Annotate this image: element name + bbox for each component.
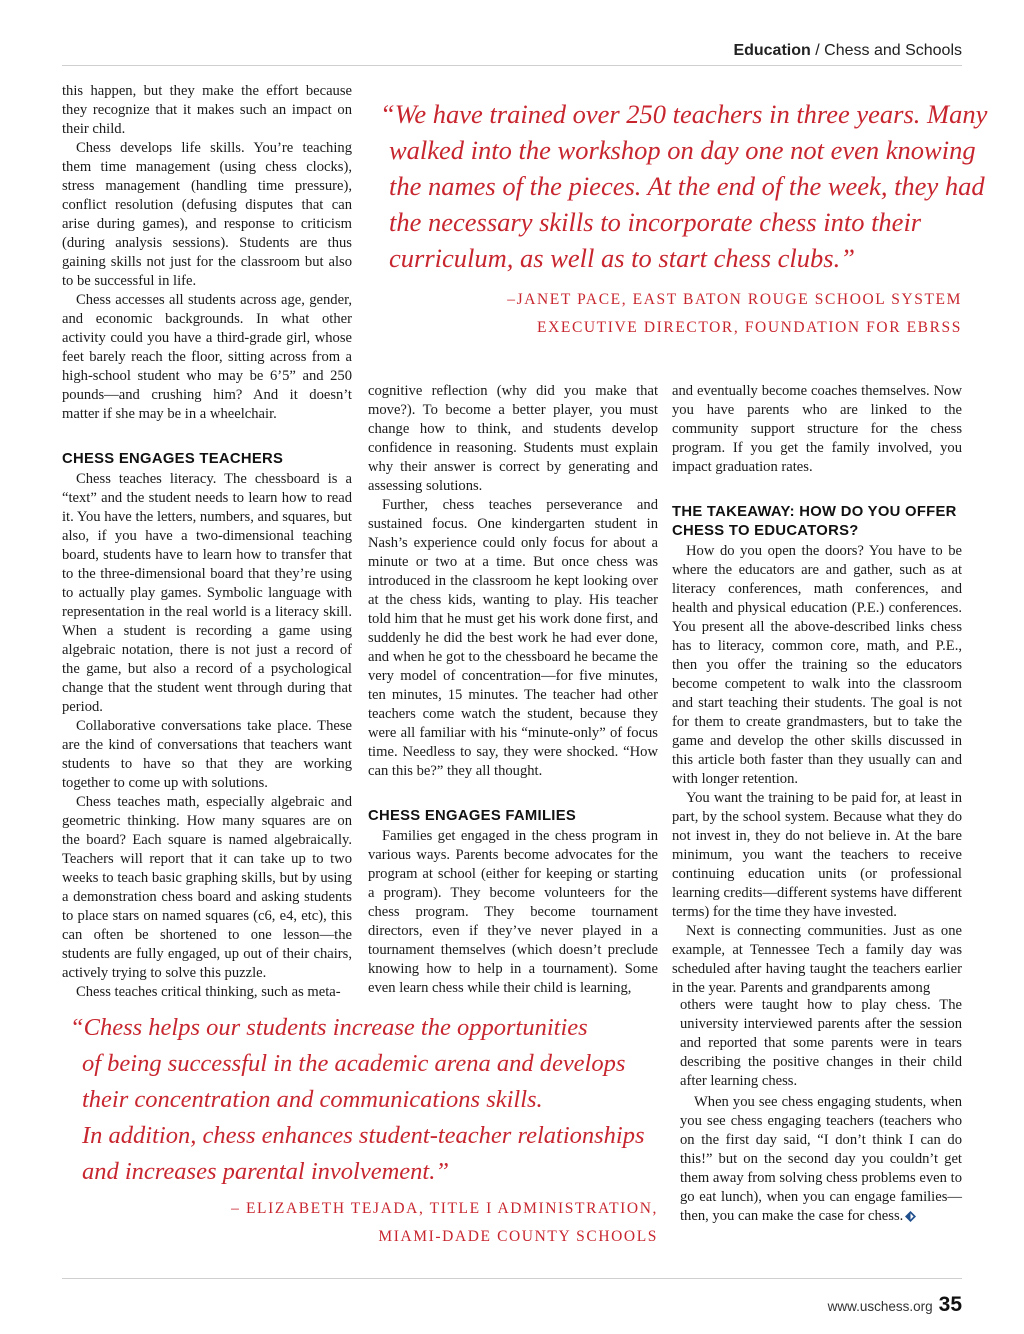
header-separator: /: [815, 42, 820, 59]
quote-line: the names of the pieces. At the end of the week, they had: [389, 171, 985, 201]
article-column-1: [62, 82, 352, 1002]
header-topic: Chess and Schools: [824, 42, 962, 59]
paragraph: How do you open the doors? You have to be where the educators are and gather, such as at literacy conferences, math conferences, and health and physical education (P.E.) conferences. You present all the above-described links chess has to literacy, common core, math, and P.E., then you offer the training so the educators become competent to walk into the classroom and start teaching their students. The goal is not for them to create grandmasters, but to take the game and develop the other skills discussed in this article both faster than they usually can and with longer retention.: [672, 543, 962, 787]
paragraph-text: When you see chess engaging students, when you see chess engaging teachers (teachers who on the first day said, “I don’t think I can do this!” but on the second day you couldn’t get them away from solving chess problems even to go eat lunch), when you can engage families—then, you can make the case for chess.: [680, 1094, 962, 1224]
article-column-2: [368, 382, 658, 998]
quote-bottom-attribution-1: – ELIZABETH TEJADA, TITLE I ADMINISTRATION,: [231, 1200, 658, 1217]
paragraph: Chess accesses all students across age, gender, and economic backgrounds. In what other activity could you have a third-grade girl, whose feet barely reach the floor, sitting across from a high-school student who may be 6’5” and 250 pounds—and crushing him? And it doesn’t matter if she may be in a wheelchair.: [62, 292, 352, 422]
quote-line: their concentration and communications skills.: [82, 1086, 543, 1113]
paragraph: Chess teaches literacy. The chessboard is a “text” and the student needs to learn how to read it. You have the letters, numbers, and squares, but also, if you have a two-dimensional teaching board, students have to learn how to transfer that to the three-dimensional board that they’re using to actually play games. Symbolic language with representation in the real world is a literacy skill. When a student is recording a game using algebraic notation, there is not just a record of the game, but also a record of a psychological change that the student went through during that period.: [62, 471, 352, 715]
section-heading-families: CHESS ENGAGES FAMILIES: [368, 808, 577, 824]
paragraph: others were taught how to play chess. The university interviewed parents after the session and reported that some parents were in tears describing the positive changes in their child after learning chess.: [680, 997, 962, 1089]
paragraph: Next is connecting communities. Just as one example, at Tennessee Tech a family day was scheduled after having taught the teachers earlier in the year. Parents and grandparents among: [672, 923, 962, 996]
paragraph: Chess develops life skills. You’re teaching them time management (using chess clocks), stress management (handling time pressure), conflict resolution (defusing disputes that can arise during games), and response to criticism (during analysis sessions). Students are thus gaining skills not just for the classroom but also to be successful in life.: [62, 140, 352, 289]
pull-quote-top: [380, 96, 988, 276]
paragraph: and eventually become coaches themselves. Now you have parents who are linked to the community support structure for the chess program. If you get the family involved, you impact graduation rates.: [672, 383, 962, 475]
section-heading-teachers: CHESS ENGAGES TEACHERS: [62, 451, 284, 467]
quote-top-attribution-2: EXECUTIVE DIRECTOR, FOUNDATION FOR EBRSS: [537, 319, 962, 336]
article-column-3-continued: [680, 996, 962, 1091]
section-heading-takeaway: THE TAKEAWAY: HOW DO YOU OFFER CHESS TO EDUCATORS?: [672, 504, 957, 539]
paragraph: You want the training to be paid for, at least in part, by the school system. Because what they do not invest in, they do not believe in. At the bare minimum, you want the teachers to receive continuing education units (or professional learning credits—different systems have different terms) for the time they have invested.: [672, 790, 962, 920]
footer-url: www.uschess.org: [827, 1299, 933, 1314]
running-header: [733, 42, 962, 60]
article-column-3: [672, 382, 962, 998]
header-section: Education: [733, 42, 811, 59]
paragraph: Chess teaches critical thinking, such as meta-: [76, 984, 341, 1000]
paragraph: Chess teaches math, especially algebraic and geometric thinking. How many squares are on the board? Each square is named algebraically. Teachers will report that it can take up to two weeks to teach basic graphing skills, but by using a demonstration chess board and asking students to place stars on named squares (c6, e4, etc), this can often be shortened to one lesson—the students are fully engaged, up out of their chairs, actively trying to solve this puzzle.: [62, 794, 352, 981]
quote-top-attribution-1: –JANET PACE, EAST BATON ROUGE SCHOOL SYSTEM: [507, 291, 962, 308]
quote-line: the necessary skills to incorporate chess into their: [389, 207, 922, 237]
quote-line: walked into the workshop on day one not even knowing: [389, 135, 976, 165]
pull-quote-bottom: [70, 1010, 660, 1190]
footer-rule: [62, 1278, 962, 1279]
paragraph: Further, chess teaches perseverance and sustained focus. One kindergarten student in Nash’s experience could only focus for about a minute or two at a time. But once chess was introduced in the classroom he kept looking over at the chess kids, wanting to play. His teacher told him that he must get his work done first, and suddenly he did the best work he had ever done, and when he got to the chessboard he became the very model of concentration—for five minutes, ten minutes, 15 minutes. The teacher had other teachers come watch the student, because they were all familiar with his “minute-only” of focus time. Needless to say, they were shocked. “How can this be?” they all thought.: [368, 497, 658, 779]
quote-line: curriculum, as well as to start chess clubs.”: [389, 243, 855, 273]
page-footer: [828, 1293, 962, 1317]
quote-line: of being successful in the academic arena and develops: [82, 1050, 626, 1077]
paragraph: Families get engaged in the chess program in various ways. Parents become advocates for the program at school (either for keeping or starting a program). They become volunteers for the chess program. They become tournament directors, even if they’ve never played in a tournament themselves (which doesn’t preclude knowing how to help in a tournament). Some even learn chess while their child is learning,: [368, 828, 658, 996]
paragraph-final: [680, 1093, 962, 1226]
quote-bottom-attribution-2: MIAMI-DADE COUNTY SCHOOLS: [378, 1228, 658, 1245]
article-column-3-final: [680, 1093, 962, 1226]
quote-line: and increases parental involvement.”: [82, 1158, 449, 1185]
paragraph: Collaborative conversations take place. These are the kind of conversations that teachers want students to have so that they are working together to come up with solutions.: [62, 718, 352, 791]
page-number: 35: [938, 1293, 962, 1316]
knight-end-mark-icon: [905, 1211, 916, 1222]
paragraph: this happen, but they make the effort because they recognize that it makes such an impact on their child.: [62, 83, 352, 137]
paragraph: cognitive reflection (why did you make that move?). To become a better player, you must change how to think, and students develop confidence in reasoning. Students must explain why their answer is correct by generating and assessing solutions.: [368, 383, 658, 494]
header-rule: [62, 65, 962, 66]
quote-line: “Chess helps our students increase the opportunities: [70, 1014, 588, 1041]
quote-line: In addition, chess enhances student-teacher relationships: [82, 1122, 645, 1149]
quote-line: “We have trained over 250 teachers in three years. Many: [380, 99, 988, 129]
